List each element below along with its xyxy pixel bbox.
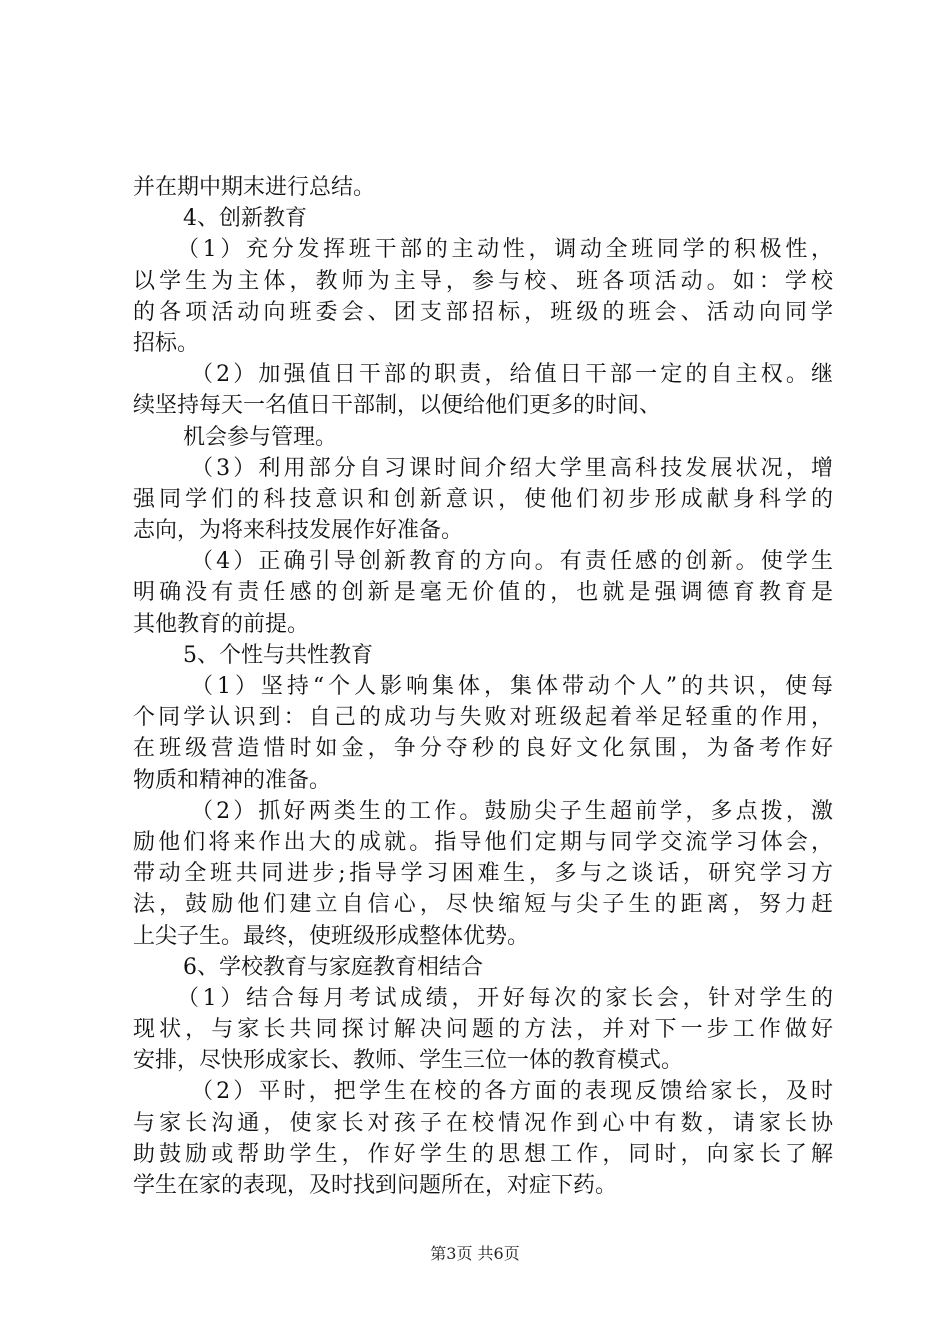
text-line: （1）坚持“个人影响集体，集体带动个人”的共识，使每 bbox=[191, 674, 833, 699]
section-heading: 6、学校教育与家庭教育相结合 bbox=[183, 954, 483, 980]
text-line: 续坚持每天一名值日干部制，以便给他们更多的时间、 bbox=[133, 393, 662, 419]
text-line: 个同学认识到：自己的成功与失败对班级起着举足轻重的作用， bbox=[133, 705, 833, 731]
text-line: 其他教育的前提。 bbox=[133, 611, 310, 637]
text-line: （1）充分发挥班干部的主动性，调动全班同学的积极性， bbox=[177, 237, 833, 263]
text-line: 学生在家的表现，及时找到问题所在，对症下药。 bbox=[133, 1173, 618, 1198]
text-line: 以学生为主体，教师为主导，参与校、班各项活动。如：学校 bbox=[133, 268, 833, 294]
text-line: 现状，与家长共同探讨解决问题的方法，并对下一步工作做好 bbox=[133, 1017, 833, 1043]
text-line: 物质和精神的准备。 bbox=[133, 767, 332, 793]
text-line: 招标。 bbox=[133, 330, 200, 356]
text-line: 助鼓励或帮助学生，作好学生的思想工作，同时，向家长了解 bbox=[133, 1141, 833, 1167]
text-line: 强同学们的科技意识和创新意识，使他们初步形成献身科学的 bbox=[133, 486, 833, 512]
text-line: 安排，尽快形成家长、教师、学生三位一体的教育模式。 bbox=[133, 1048, 684, 1074]
text-line: 志向，为将来科技发展作好准备。 bbox=[133, 518, 464, 544]
page-number: 第3页 共6页 bbox=[430, 1244, 520, 1263]
text-line: 上尖子生。最终，使班级形成整体优势。 bbox=[133, 923, 530, 949]
text-line: （1）结合每月考试成绩，开好每次的家长会，针对学生的 bbox=[177, 985, 833, 1011]
text-line: （2）加强值日干部的职责，给值日干部一定的自主权。继 bbox=[191, 362, 833, 388]
text-line: 与家长沟通，使家长对孩子在校情况作到心中有数，请家长协 bbox=[133, 1110, 833, 1136]
text-line: 并在期中期末进行总结。 bbox=[133, 175, 376, 200]
text-line: 励他们将来作出大的成就。指导他们定期与同学交流学习体会， bbox=[133, 829, 833, 855]
text-line: （3）利用部分自习课时间介绍大学里高科技发展状况，增 bbox=[191, 455, 833, 481]
text-line: 机会参与管理。 bbox=[183, 424, 338, 450]
text-line: （4）正确引导创新教育的方向。有责任感的创新。使学生 bbox=[191, 549, 833, 575]
text-line: 的各项活动向班委会、团支部招标，班级的班会、活动向同学 bbox=[133, 299, 833, 325]
document-body bbox=[133, 172, 833, 1201]
text-line: 法，鼓励他们建立自信心，尽快缩短与尖子生的距离，努力赶 bbox=[133, 892, 833, 918]
text-line: （2）抓好两类生的工作。鼓励尖子生超前学，多点拨，激 bbox=[191, 798, 833, 824]
section-heading: 4、创新教育 bbox=[183, 206, 307, 232]
text-line: 在班级营造惜时如金，争分夺秒的良好文化氛围，为备考作好 bbox=[133, 736, 833, 762]
text-line: 带动全班共同进步;指导学习困难生，多与之谈话，研究学习方 bbox=[133, 861, 833, 887]
section-heading: 5、个性与共性教育 bbox=[183, 642, 373, 668]
text-line: （2）平时，把学生在校的各方面的表现反馈给家长，及时 bbox=[191, 1079, 833, 1105]
text-line: 明确没有责任感的创新是毫无价值的，也就是强调德育教育是 bbox=[133, 580, 833, 606]
